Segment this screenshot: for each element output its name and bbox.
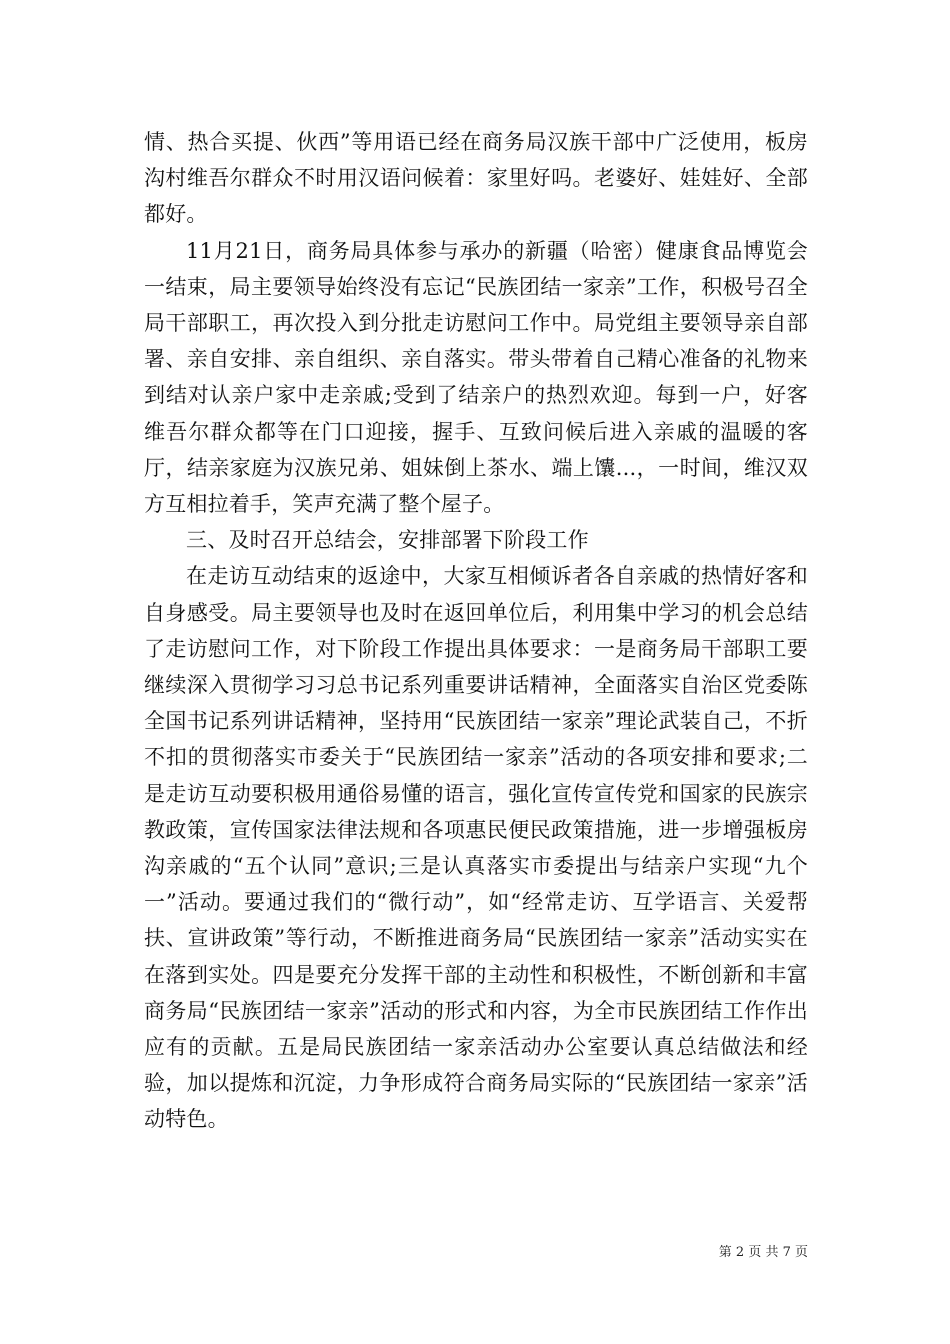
paragraph-continuation: 情、热合买提、伙西”等用语已经在商务局汉族干部中广泛使用，板房沟村维吾尔群众不时用汉语问候着：家里好吗。老婆好、娃娃好、全部都好。 <box>144 130 808 227</box>
page-number: 第 2 页 共 7 页 <box>718 1245 808 1260</box>
document-body <box>144 124 808 1138</box>
paragraph-expo-visit: 11月21日，商务局具体参与承办的新疆（哈密）健康食品博览会一结束，局主要领导始终没有忘记“民族团结一家亲”工作，积极号召全局干部职工，再次投入到分批走访慰问工作中。局党组主要领导亲自部署、亲自安排、亲自组织、亲自落实。带头带着自己精心准备的礼物来到结对认亲户家中走亲戚;受到了结亲户的热烈欢迎。每到一户，好客维吾尔群众都等在门口迎接，握手、互致问候后进入亲戚的温暖的客厅，结亲家庭为汉族兄弟、姐妹倒上茶水、端上馕...，一时间，维汉双方互相拉着手，笑声充满了整个屋子。 <box>144 238 808 517</box>
section-heading-summary-meeting: 三、及时召开总结会，安排部署下阶段工作 <box>186 528 589 553</box>
paragraph-work-requirements: 在走访互动结束的返途中，大家互相倾诉者各自亲戚的热情好客和自身感受。局主要领导也及时在返回单位后，利用集中学习的机会总结了走访慰问工作，对下阶段工作提出具体要求：一是商务局干部职工要继续深入贯彻学习习总书记系列重要讲话精神，全面落实自治区党委陈全国书记系列讲话精神，坚持用“民族团结一家亲”理论武装自己，不折不扣的贯彻落实市委关于“民族团结一家亲”活动的各项安排和要求;二是走访互动要积极用通俗易懂的语言，强化宣传宣传党和国家的民族宗教政策，宣传国家法律法规和各项惠民便民政策措施，进一步增强板房沟亲戚的“五个认同”意识;三是认真落实市委提出与结亲户实现“九个一”活动。要通过我们的“微行动”，如“经常走访、互学语言、关爱帮扶、宣讲政策”等行动，不断推进商务局“民族团结一家亲”活动实实在在落到实处。四是要充分发挥干部的主动性和积极性，不断创新和丰富商务局“民族团结一家亲”活动的形式和内容，为全市民族团结工作作出应有的贡献。五是局民族团结一家亲活动办公室要认真总结做法和经验，加以提炼和沉淀，力争形成符合商务局实际的“民族团结一家亲”活动特色。 <box>144 564 808 1132</box>
